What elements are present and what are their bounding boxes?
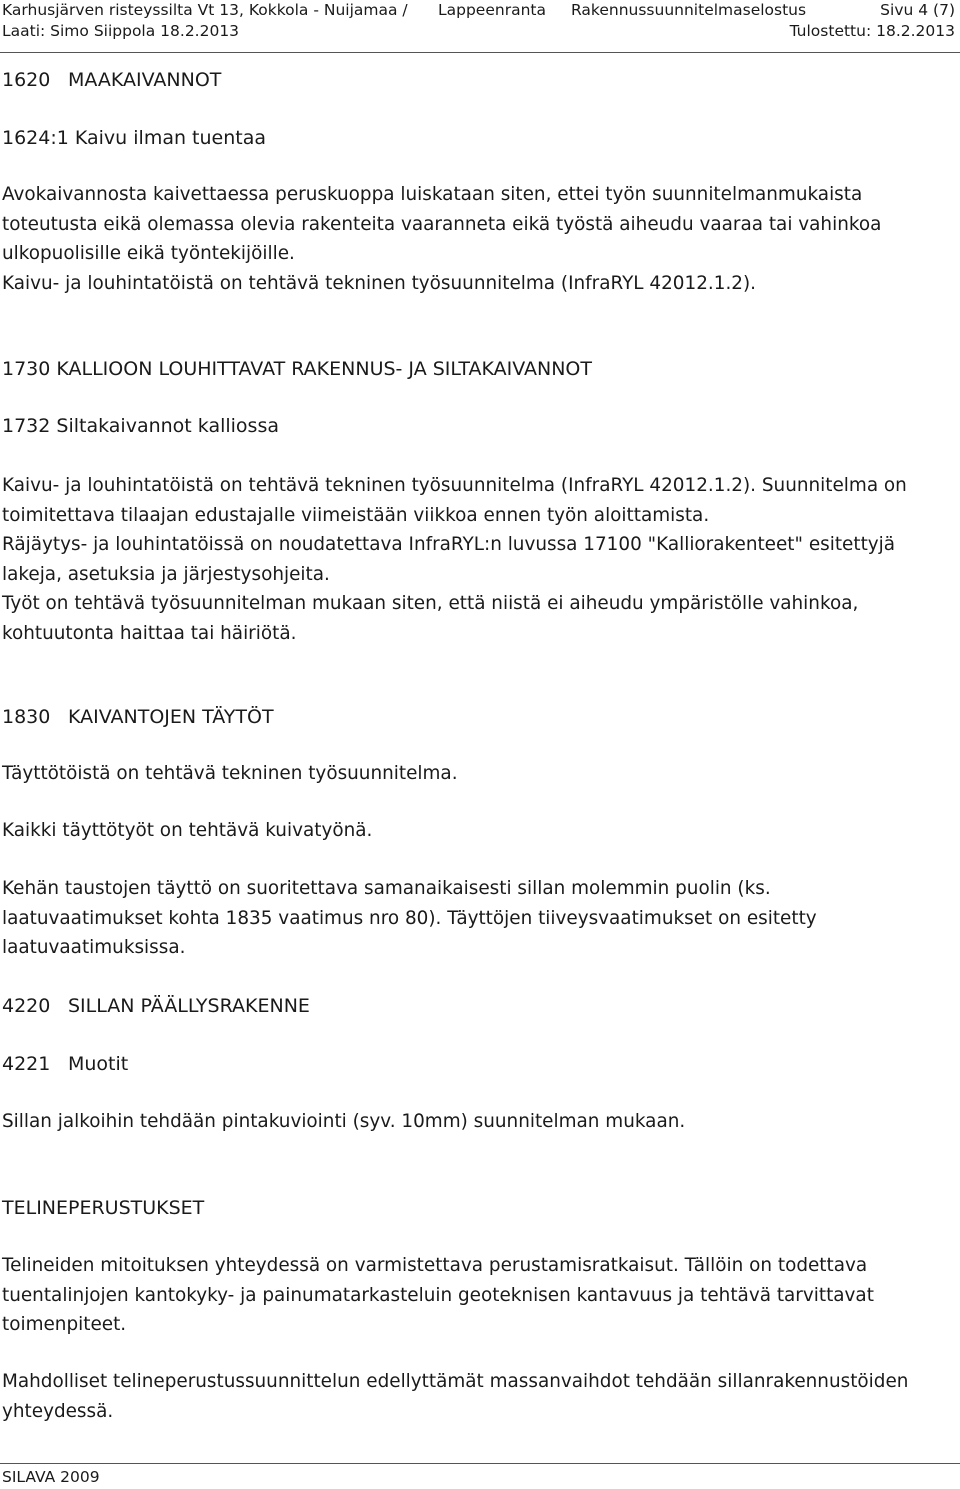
section-title: SILLAN PÄÄLLYSRAKENNE bbox=[68, 995, 310, 1017]
section-telineperustukset-heading: TELINEPERUSTUKSET bbox=[2, 1197, 205, 1219]
section-1830-paragraph-3: Kehän taustojen täyttö on suoritettava samanaikaisesti sillan molemmin puolin (ks. laatuvaatimukset kohta 1835 vaatimus nro 80). Täyttöjen tiiveysvaatimukset on esitetty laatuvaatimuksissa. bbox=[2, 878, 817, 958]
section-telineperustukset-paragraph-1: Telineiden mitoituksen yhteydessä on varmistettava perustamisratkaisut. Tällöin on todettava tuentalinjojen kantokyky- ja painumatarkasteluin geoteknisen kantavuus ja tehtävä tarvittavat toimenpiteet. bbox=[2, 1255, 874, 1335]
header-doc-type: Rakennussuunnitelmaselostus bbox=[571, 1, 807, 19]
footer-divider bbox=[0, 1463, 960, 1464]
section-title: KAIVANTOJEN TÄYTÖT bbox=[68, 706, 274, 728]
footer-label: SILAVA 2009 bbox=[2, 1468, 100, 1486]
section-1730-text: Kaivu- ja louhintatöistä on tehtävä tekninen työsuunnitelma (InfraRYL 42012.1.2). Suunnitelma on toimitettava tilaajan edustajalle viimeistään viikkoa ennen työn aloittamista. Räjäytys- ja louhintatöissä on noudatettava InfraRYL:n luvussa 17100 "Kalliorakenteet" esitettyjä lakeja, asetuksia ja järjestysohjeita. Työt on tehtävä työsuunnitelman mukaan siten, että niistä ei aiheudu ympäristölle vahinkoa, kohtuutonta haittaa tai häiriötä. bbox=[2, 475, 907, 644]
subsection-title: Muotit bbox=[68, 1053, 129, 1075]
section-number: 1830 bbox=[2, 706, 51, 728]
subsection-number: 4221 bbox=[2, 1053, 51, 1075]
section-1620-heading bbox=[2, 68, 221, 92]
section-number: 1620 bbox=[2, 69, 51, 91]
section-1730-heading: 1730 KALLIOON LOUHITTAVAT RAKENNUS- JA SILTAKAIVANNOT bbox=[2, 358, 592, 380]
header-divider bbox=[0, 52, 960, 53]
subsection-4221-heading bbox=[2, 1052, 128, 1076]
subsection-1732-heading: 1732 Siltakaivannot kalliossa bbox=[2, 415, 279, 437]
section-telineperustukset-paragraph-2: Mahdolliset telineperustussuunnittelun edellyttämät massanvaihdot tehdään sillanrakennustöiden yhteydessä. bbox=[2, 1371, 909, 1422]
header-project: Karhusjärven risteyssilta Vt 13, Kokkola - Nuijamaa / bbox=[2, 1, 408, 19]
subsection-1624-heading: 1624:1 Kaivu ilman tuentaa bbox=[2, 127, 267, 149]
page-header bbox=[0, 0, 960, 58]
header-author: Laati: Simo Siippola 18.2.2013 bbox=[2, 22, 240, 40]
section-1620-text: Avokaivannosta kaivettaessa peruskuoppa luiskataan siten, ettei työn suunnitelmanmukaista toteutusta eikä olemassa olevia rakenteita vaaranneta eikä työstä aiheudu vaaraa tai vahinkoa ulkopuolisille eikä työntekijöille. Kaivu- ja louhintatöistä on tehtävä tekninen työsuunnitelma (InfraRYL 42012.1.2). bbox=[2, 184, 882, 294]
section-4220-heading bbox=[2, 994, 310, 1018]
section-1830-heading bbox=[2, 705, 274, 729]
section-4221-text: Sillan jalkoihin tehdään pintakuviointi (syv. 10mm) suunnitelman mukaan. bbox=[2, 1111, 686, 1132]
section-title: MAAKAIVANNOT bbox=[68, 69, 222, 91]
section-number: 4220 bbox=[2, 995, 51, 1017]
section-1830-paragraph-2: Kaikki täyttötyöt on tehtävä kuivatyönä. bbox=[2, 820, 373, 841]
header-page-number: Sivu 4 (7) bbox=[880, 1, 955, 19]
header-place: Lappeenranta bbox=[438, 1, 546, 19]
section-1830-paragraph-1: Täyttötöistä on tehtävä tekninen työsuunnitelma. bbox=[2, 763, 458, 784]
header-printed-date: Tulostettu: 18.2.2013 bbox=[789, 22, 955, 40]
